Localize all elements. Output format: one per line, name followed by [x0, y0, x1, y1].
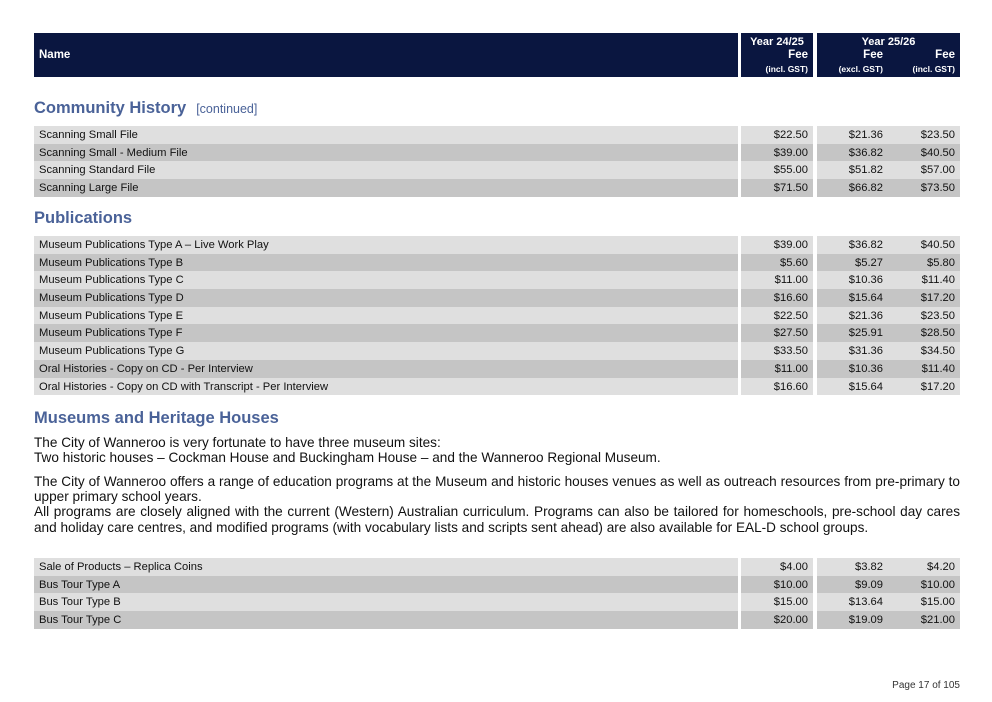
- row-fee-excl: $5.27: [855, 256, 883, 269]
- row-fee-2425: $10.00: [773, 578, 808, 591]
- header-fee-excl-label: Fee: [863, 49, 883, 61]
- table-row: [34, 378, 960, 396]
- intro-line-1: The City of Wanneroo is very fortunate to have three museum sites:: [34, 435, 441, 450]
- row-name: Oral Histories - Copy on CD - Per Interview: [39, 362, 253, 375]
- row-name: Scanning Large File: [39, 182, 139, 195]
- row-fee-incl: $11.40: [921, 362, 955, 375]
- header-gst-excl-label: (excl. GST): [838, 64, 883, 74]
- table-row: [34, 254, 960, 272]
- row-fee-excl: $51.82: [848, 164, 883, 177]
- row-fee-incl: $73.50: [920, 182, 955, 195]
- table-row: [34, 126, 960, 144]
- row-fee-excl: $36.82: [848, 146, 883, 159]
- museums-title: Museums and Heritage Houses: [34, 409, 279, 427]
- row-fee-excl: $66.82: [848, 182, 883, 195]
- row-fee-incl: $15.00: [920, 596, 955, 609]
- row-fee-incl: $34.50: [920, 345, 955, 358]
- page-number: Page 17 of 105: [892, 680, 960, 691]
- header-year-2526-label: Year 25/26: [861, 36, 916, 48]
- header-gst-2425-label: (incl. GST): [765, 64, 808, 74]
- row-name: Sale of Products – Replica Coins: [39, 561, 203, 573]
- row-fee-2425: $11.00: [774, 362, 808, 375]
- row-name: Scanning Small - Medium File: [39, 146, 188, 159]
- row-fee-2425: $27.50: [773, 327, 808, 340]
- row-fee-excl: $36.82: [848, 239, 883, 251]
- table-row: [34, 558, 960, 576]
- header-year-2425-label: Year 24/25: [750, 36, 804, 48]
- row-fee-2425: $20.00: [773, 614, 808, 627]
- table-row: [34, 179, 960, 197]
- row-fee-incl: $11.40: [921, 274, 955, 287]
- row-fee-excl: $15.64: [848, 380, 883, 393]
- museums-intro-paragraph: [34, 435, 960, 465]
- table-row: [34, 360, 960, 378]
- row-fee-2425: $16.60: [773, 292, 808, 305]
- row-fee-excl: $13.64: [848, 596, 883, 609]
- table-row: [34, 144, 960, 162]
- row-fee-2425: $16.60: [773, 380, 808, 393]
- header-year-2425: [741, 33, 813, 77]
- table-row: [34, 271, 960, 289]
- header-fee-2425-label: Fee: [788, 49, 808, 61]
- programs-line-1: The City of Wanneroo offers a range of education programs at the Museum and historic houses venues as well as outreach resources from pre-primary to upper primary school years.: [34, 474, 960, 505]
- row-fee-incl: $17.20: [920, 292, 955, 305]
- row-fee-incl: $40.50: [920, 146, 955, 159]
- row-fee-excl: $21.36: [848, 309, 883, 322]
- publications-table: [34, 236, 960, 395]
- row-fee-incl: $28.50: [920, 327, 955, 340]
- programs-line-2: All programs are closely aligned with the current (Western) Australian curriculum. Programs can also be tailored for homeschools, pre-school day cares and holiday care centres, and modified programs (with vocabulary lists and scripts sent ahead) are also available for EAL-D school groups.: [34, 504, 960, 535]
- row-fee-incl: $17.20: [920, 380, 955, 393]
- row-fee-2425: $39.00: [773, 239, 808, 251]
- community-history-table: [34, 126, 960, 197]
- row-fee-2425: $55.00: [773, 164, 808, 177]
- table-row: [34, 161, 960, 179]
- row-fee-2425: $5.60: [780, 256, 808, 269]
- row-name: Bus Tour Type B: [39, 596, 121, 609]
- row-fee-excl: $31.36: [848, 345, 883, 358]
- row-fee-excl: $21.36: [848, 129, 883, 141]
- row-name: Museum Publications Type A – Live Work Play: [39, 239, 269, 251]
- header-name-label: Name: [39, 49, 71, 61]
- row-fee-2425: $11.00: [774, 274, 808, 287]
- row-fee-excl: $10.36: [848, 274, 883, 287]
- publications-title: Publications: [34, 209, 133, 227]
- community-history-title: Community History: [34, 99, 187, 117]
- table-row: [34, 307, 960, 325]
- row-fee-incl: $5.80: [927, 256, 955, 269]
- table-row: [34, 576, 960, 594]
- section-title-publications: [34, 209, 132, 228]
- museums-programs-paragraph: [34, 474, 960, 535]
- table-row: [34, 289, 960, 307]
- row-fee-excl: $15.64: [848, 292, 883, 305]
- table-row: [34, 593, 960, 611]
- continued-label: [continued]: [196, 102, 258, 116]
- table-row: [34, 236, 960, 254]
- row-name: Scanning Standard File: [39, 164, 156, 177]
- row-name: Museum Publications Type B: [39, 256, 184, 269]
- museums-table: [34, 558, 960, 629]
- header-gst-incl-label: (incl. GST): [912, 64, 955, 74]
- row-fee-excl: $3.82: [855, 561, 883, 573]
- section-title-museums: [34, 409, 279, 428]
- row-fee-excl: $9.09: [855, 578, 883, 591]
- table-row: [34, 324, 960, 342]
- header-year-2526: [817, 33, 960, 77]
- row-name: Museum Publications Type E: [39, 309, 184, 322]
- row-name: Museum Publications Type D: [39, 292, 184, 305]
- table-header: [34, 33, 960, 77]
- row-name: Oral Histories - Copy on CD with Transcript - Per Interview: [39, 380, 329, 393]
- row-name: Bus Tour Type A: [39, 578, 121, 591]
- table-row: [34, 611, 960, 629]
- intro-line-2: Two historic houses – Cockman House and Buckingham House – and the Wanneroo Regional Museum.: [34, 450, 661, 466]
- row-fee-incl: $10.00: [920, 578, 955, 591]
- fee-schedule-page: [34, 33, 960, 691]
- section-title-community-history: [34, 99, 257, 118]
- row-fee-excl: $25.91: [848, 327, 883, 340]
- row-fee-incl: $40.50: [920, 239, 955, 251]
- row-fee-incl: $23.50: [920, 129, 955, 141]
- row-name: Museum Publications Type F: [39, 327, 183, 340]
- row-fee-2425: $33.50: [773, 345, 808, 358]
- row-fee-2425: $22.50: [773, 309, 808, 322]
- row-fee-excl: $10.36: [848, 362, 883, 375]
- header-fee-incl-label: Fee: [935, 49, 955, 61]
- header-name-column: [34, 33, 738, 77]
- row-name: Museum Publications Type G: [39, 345, 185, 358]
- row-name: Bus Tour Type C: [39, 614, 122, 627]
- row-fee-incl: $21.00: [920, 614, 955, 627]
- row-fee-incl: $4.20: [927, 561, 955, 573]
- row-name: Museum Publications Type C: [39, 274, 184, 287]
- row-fee-2425: $15.00: [773, 596, 808, 609]
- row-fee-2425: $71.50: [773, 182, 808, 195]
- row-fee-2425: $22.50: [773, 129, 808, 141]
- row-fee-incl: $23.50: [920, 309, 955, 322]
- row-fee-incl: $57.00: [920, 164, 955, 177]
- row-name: Scanning Small File: [39, 129, 138, 141]
- table-row: [34, 342, 960, 360]
- row-fee-excl: $19.09: [848, 614, 883, 627]
- row-fee-2425: $39.00: [773, 146, 808, 159]
- row-fee-2425: $4.00: [780, 561, 808, 573]
